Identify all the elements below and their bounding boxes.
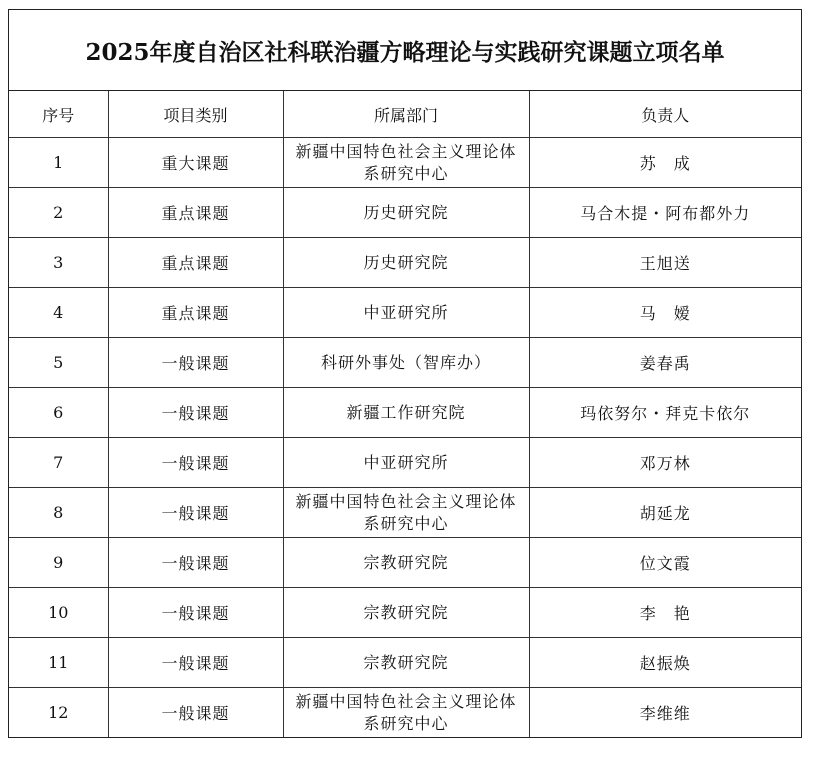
row-leader: 邓万林 bbox=[529, 438, 801, 488]
table-row bbox=[9, 138, 801, 188]
row-department: 新疆中国特色社会主义理论体系研究中心 bbox=[283, 688, 529, 738]
table-row bbox=[9, 338, 801, 388]
row-leader: 位文霞 bbox=[529, 538, 801, 588]
row-category: 一般课题 bbox=[108, 588, 283, 638]
row-department: 历史研究院 bbox=[283, 188, 529, 238]
row-category: 一般课题 bbox=[108, 488, 283, 538]
row-leader: 苏 成 bbox=[529, 138, 801, 188]
row-department: 新疆工作研究院 bbox=[283, 388, 529, 438]
document-table-frame bbox=[8, 9, 802, 738]
table-row bbox=[9, 588, 801, 638]
row-department: 宗教研究院 bbox=[283, 538, 529, 588]
row-department: 宗教研究院 bbox=[283, 638, 529, 688]
row-leader: 玛依努尔・拜克卡依尔 bbox=[529, 388, 801, 438]
row-leader: 马 嫒 bbox=[529, 288, 801, 338]
row-department: 宗教研究院 bbox=[283, 588, 529, 638]
row-category: 重点课题 bbox=[108, 288, 283, 338]
row-department: 新疆中国特色社会主义理论体系研究中心 bbox=[283, 138, 529, 188]
page-title: 2025年度自治区社科联治疆方略理论与实践研究课题立项名单 bbox=[9, 10, 801, 91]
table-row bbox=[9, 438, 801, 488]
table-row bbox=[9, 638, 801, 688]
row-leader: 李维维 bbox=[529, 688, 801, 738]
table-row bbox=[9, 388, 801, 438]
row-number: 6 bbox=[9, 388, 108, 438]
row-category: 重大课题 bbox=[108, 138, 283, 188]
row-category: 一般课题 bbox=[108, 338, 283, 388]
row-category: 重点课题 bbox=[108, 238, 283, 288]
project-list-table bbox=[9, 91, 801, 737]
row-category: 一般课题 bbox=[108, 438, 283, 488]
row-category: 一般课题 bbox=[108, 388, 283, 438]
table-header-row bbox=[9, 91, 801, 138]
row-leader: 王旭送 bbox=[529, 238, 801, 288]
row-number: 7 bbox=[9, 438, 108, 488]
row-number: 4 bbox=[9, 288, 108, 338]
column-header-category: 项目类别 bbox=[108, 91, 283, 138]
row-number: 10 bbox=[9, 588, 108, 638]
table-row bbox=[9, 538, 801, 588]
row-number: 3 bbox=[9, 238, 108, 288]
column-header-leader: 负责人 bbox=[529, 91, 801, 138]
row-leader: 胡延龙 bbox=[529, 488, 801, 538]
column-header-department: 所属部门 bbox=[283, 91, 529, 138]
row-department: 中亚研究所 bbox=[283, 288, 529, 338]
column-header-number: 序号 bbox=[9, 91, 108, 138]
row-department: 历史研究院 bbox=[283, 238, 529, 288]
row-leader: 赵振焕 bbox=[529, 638, 801, 688]
table-row bbox=[9, 188, 801, 238]
row-department: 新疆中国特色社会主义理论体系研究中心 bbox=[283, 488, 529, 538]
row-leader: 李 艳 bbox=[529, 588, 801, 638]
row-number: 12 bbox=[9, 688, 108, 738]
row-leader: 姜春禹 bbox=[529, 338, 801, 388]
row-category: 一般课题 bbox=[108, 538, 283, 588]
row-number: 5 bbox=[9, 338, 108, 388]
row-number: 9 bbox=[9, 538, 108, 588]
row-number: 11 bbox=[9, 638, 108, 688]
row-category: 一般课题 bbox=[108, 688, 283, 738]
row-department: 科研外事处（智库办） bbox=[283, 338, 529, 388]
table-row bbox=[9, 488, 801, 538]
table-row bbox=[9, 238, 801, 288]
row-category: 重点课题 bbox=[108, 188, 283, 238]
row-category: 一般课题 bbox=[108, 638, 283, 688]
table-row bbox=[9, 288, 801, 338]
table-row bbox=[9, 688, 801, 738]
row-leader: 马合木提・阿布都外力 bbox=[529, 188, 801, 238]
row-number: 2 bbox=[9, 188, 108, 238]
row-number: 8 bbox=[9, 488, 108, 538]
row-department: 中亚研究所 bbox=[283, 438, 529, 488]
row-number: 1 bbox=[9, 138, 108, 188]
